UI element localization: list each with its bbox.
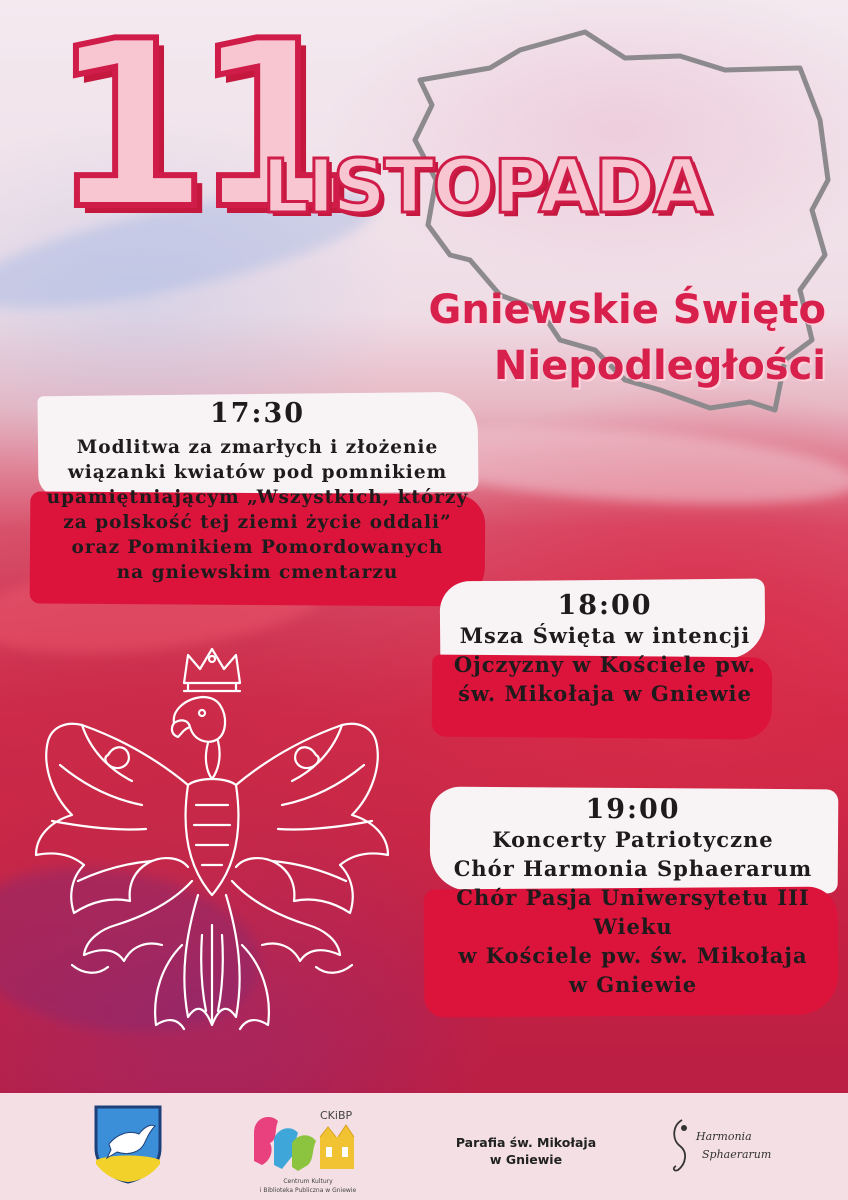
ckibp-caption-line-1: Centrum Kultury bbox=[283, 1178, 333, 1185]
event-description-line: św. Mikołaja w Gniewie bbox=[458, 681, 752, 706]
ckibp-caption-line-2: i Biblioteka Publiczna w Gniewie bbox=[259, 1187, 357, 1194]
event-description-line: Koncerty Patriotyczne bbox=[492, 827, 774, 852]
event-description-line: Ojczyzny w Kościele pw. bbox=[453, 652, 757, 677]
event-description-line: wiązanki kwiatów pod pomnikiem bbox=[67, 462, 448, 483]
event-description-line: Wieku bbox=[593, 914, 673, 939]
event-description-line: Chór Harmonia Sphaerarum bbox=[453, 856, 813, 881]
event-time: 19:00 bbox=[585, 794, 681, 825]
subtitle-line-1: Gniewskie Święto bbox=[428, 287, 826, 333]
harmonia-sphaerarum-logo bbox=[668, 1116, 778, 1176]
event-description-line: Modlitwa za zmarłych i złożenie bbox=[76, 437, 439, 458]
parafia-logo-text bbox=[446, 1134, 606, 1168]
event-description-line: Chór Pasja Uniwersytetu III bbox=[456, 885, 810, 910]
harmonia-line-1: Harmonia bbox=[696, 1130, 752, 1143]
event-description-line: w Kościele pw. św. Mikołaja bbox=[458, 943, 808, 968]
event-description-line: upamiętniającym „Wszystkich, którzy bbox=[46, 487, 469, 508]
event-3 bbox=[428, 794, 838, 999]
white-eagle-emblem-icon bbox=[12, 645, 412, 1085]
harmonia-line-2: Sphaerarum bbox=[702, 1148, 772, 1161]
event-2 bbox=[440, 590, 770, 708]
ckibp-logo bbox=[248, 1103, 368, 1195]
event-time: 18:00 bbox=[557, 590, 653, 621]
parafia-line-2: w Gniewie bbox=[489, 1152, 563, 1167]
ckibp-label: CKiBP bbox=[320, 1109, 353, 1122]
parafia-line-1: Parafia św. Mikołaja bbox=[455, 1135, 597, 1150]
month-title: LISTOPADA bbox=[262, 144, 709, 230]
event-description-line: na gniewskim cmentarzu bbox=[116, 562, 399, 583]
subtitle-line-2: Niepodległości bbox=[493, 343, 826, 389]
shield-with-dove-icon bbox=[93, 1104, 163, 1184]
day-number: 11 bbox=[50, 0, 335, 260]
event-time: 17:30 bbox=[209, 398, 306, 429]
event-description-line: oraz Pomnikiem Pomordowanych bbox=[71, 537, 444, 558]
event-description-line: Msza Święta w intencji bbox=[459, 623, 751, 648]
event-description-line: za polskość tej ziemi życie oddali” bbox=[63, 512, 452, 533]
event-1 bbox=[30, 398, 485, 585]
event-subtitle bbox=[429, 282, 826, 394]
event-description-line: w Gniewie bbox=[568, 972, 698, 997]
